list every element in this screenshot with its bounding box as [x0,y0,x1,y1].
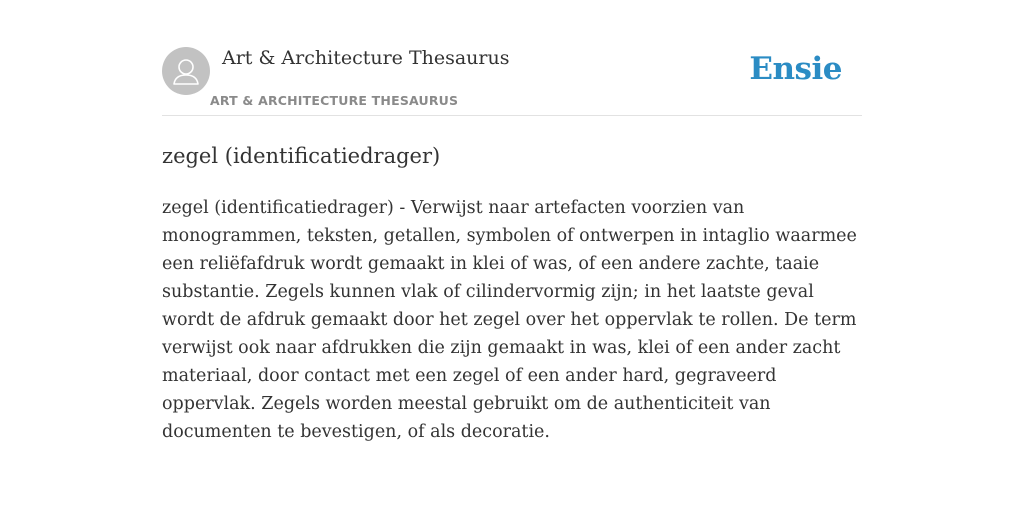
source-label[interactable]: ART & ARCHITECTURE THESAURUS [210,93,459,108]
entry-header [162,0,862,116]
brand-logo[interactable]: Ensie [749,51,842,87]
entry-card [162,0,862,446]
author-name[interactable]: Art & Architecture Thesaurus [222,47,510,69]
user-silhouette-icon [162,47,210,95]
definition-text: zegel (identificatiedrager) - Verwijst naar artefacten voorzien van monogrammen, teksten, getallen, symbolen of ontwerpen in intaglio waarmee een reliëfafdruk wordt gemaakt in klei of was, of een andere zachte, taaie substantie. Zegels kunnen vlak of cilindervormig zijn; in het laatste geval wordt de afdruk gemaakt door het zegel over het oppervlak te rollen. De term verwijst ook naar afdrukken die zijn gemaakt in was, klei of een ander zacht materiaal, door contact met een zegel of een ander hard, gegraveerd oppervlak. Zegels worden meestal gebruikt om de authenticiteit van documenten te bevestigen, of als decoratie. [162,198,857,442]
avatar[interactable] [162,47,210,95]
page-title: zegel (identificatiedrager) [162,144,441,168]
